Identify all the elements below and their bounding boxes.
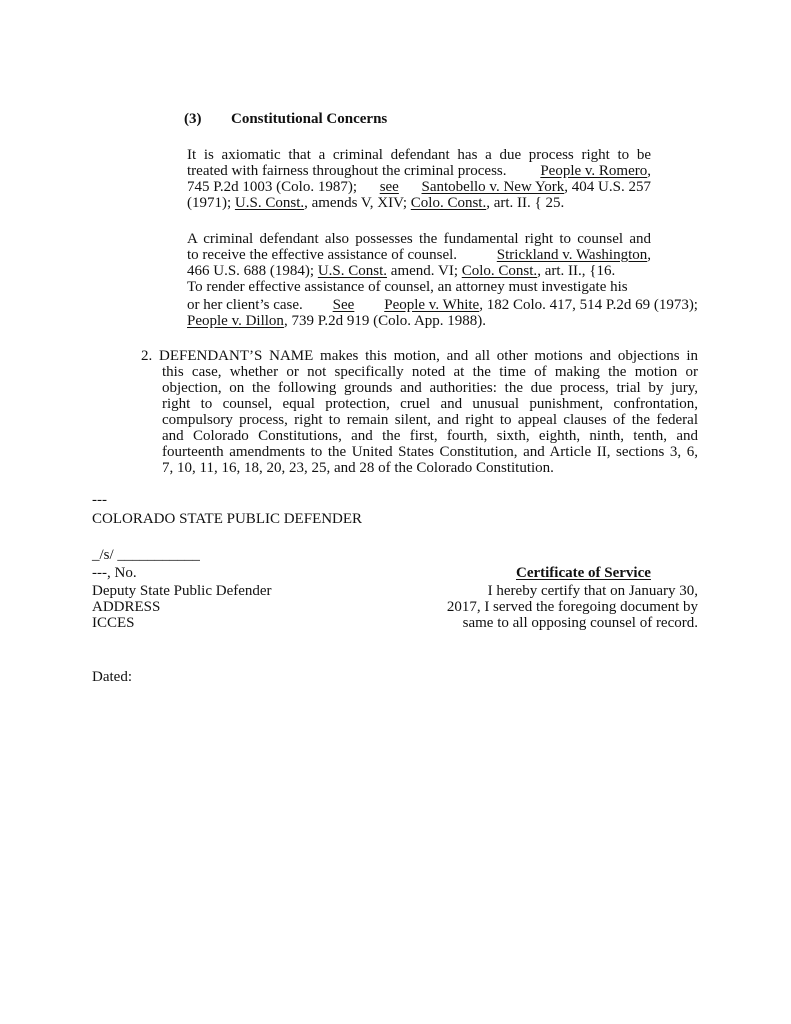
para2-line-2 — [187, 247, 651, 263]
case-citation: Strickland v. Washington — [496, 247, 648, 263]
para2-text: to receive the effective assistance of counsel. — [187, 247, 458, 263]
case-citation: People v. Romero — [540, 163, 648, 179]
us-const-citation: U.S. Const. — [234, 195, 305, 211]
item2-line-5: compulsory process, right to remain silent, and right to appeal clauses of the federal — [162, 412, 698, 428]
para1-cite-wrap — [540, 163, 651, 179]
para1-line-2 — [187, 163, 651, 179]
signal-see: see — [379, 179, 399, 195]
colo-const-citation: Colo. Const. — [410, 195, 487, 211]
item2-line-8: 7, 10, 11, 16, 18, 20, 23, 25, and 28 of the Colorado Constitution. — [162, 460, 554, 476]
case-citation: People v. White — [384, 297, 480, 313]
para1-text: 745 P.2d 1003 (Colo. 1987); — [187, 179, 358, 195]
certificate-heading: Certificate of Service — [516, 565, 651, 581]
para2-line-5 — [187, 297, 698, 313]
para1-text: , art. II. { 25. — [486, 195, 565, 211]
attorney-address: ADDRESS — [92, 599, 161, 615]
para2-text: , 739 P.2d 919 (Colo. App. 1988). — [283, 313, 487, 329]
para2-line-1: A criminal defendant also possesses the fundamental right to counsel and — [187, 231, 651, 247]
item2-line-6: and Colorado Constitutions, and the first, fourth, sixth, eighth, ninth, tenth, and — [162, 428, 698, 444]
para1-line-4 — [187, 195, 564, 211]
para1-text: , 404 U.S. 257 — [564, 179, 651, 195]
item2-line-1: 2. DEFENDANT’S NAME makes this motion, and all other motions and objections in — [141, 348, 698, 364]
para1-text: , — [647, 163, 651, 179]
para1-text: (1971); — [187, 195, 232, 211]
item2-line-4: right to counsel, equal protection, cruel and unusual punishment, confrontation, — [162, 396, 698, 412]
case-citation: People v. Dillon — [187, 313, 284, 329]
para2-line-6 — [187, 313, 486, 329]
para2-line-3 — [187, 263, 615, 279]
para1-text: treated with fairness throughout the criminal process. — [187, 163, 507, 179]
para2-text: or her client’s case. — [187, 297, 303, 313]
colo-const-citation: Colo. Const. — [461, 263, 538, 279]
para1-line-1: It is axiomatic that a criminal defendant has a due process right to be — [187, 147, 651, 163]
signature-line: _/s/ ___________ — [92, 547, 200, 563]
para2-cite-wrap — [384, 297, 698, 313]
attorney-icces: ICCES — [92, 615, 135, 631]
para2-line-4: To render effective assistance of counsel, an attorney must investigate his — [187, 279, 628, 295]
para1-text: , amends V, XIV; — [304, 195, 408, 211]
para1-cite-wrap — [422, 179, 651, 195]
item2-line-2: this case, whether or not specifically noted at the time of making the motion or — [162, 364, 698, 380]
registration-number: ---, No. — [92, 565, 137, 581]
signal-see: See — [332, 297, 355, 313]
us-const-citation: U.S. Const. — [317, 263, 388, 279]
item2-line-3: objection, on the following grounds and authorities: the due process, trial by jury, — [162, 380, 698, 396]
case-citation: Santobello v. New York — [421, 179, 565, 195]
section-title: Constitutional Concerns — [231, 111, 388, 127]
para2-cite-wrap — [497, 247, 651, 263]
para2-text: , art. II., {16. — [537, 263, 616, 279]
para2-text: , 182 Colo. 417, 514 P.2d 69 (1973); — [479, 297, 698, 313]
attorney-title: Deputy State Public Defender — [92, 583, 272, 599]
office-name: COLORADO STATE PUBLIC DEFENDER — [92, 511, 363, 527]
certificate-line-2: 2017, I served the foregoing document by — [446, 599, 698, 615]
dated-label: Dated: — [92, 669, 132, 685]
para2-text: , — [647, 247, 651, 263]
para1-line-3 — [187, 179, 651, 195]
para2-text: amend. VI; — [390, 263, 458, 279]
item2-line-7: fourteenth amendments to the United States Constitution, and Article II, sections 3, 6, — [162, 444, 698, 460]
signature-dashes: --- — [92, 492, 107, 508]
para2-text: 466 U.S. 688 (1984); — [187, 263, 315, 279]
certificate-line-1: I hereby certify that on January 30, — [487, 583, 698, 599]
certificate-line-3: same to all opposing counsel of record. — [462, 615, 698, 631]
section-number: (3) — [184, 111, 202, 127]
